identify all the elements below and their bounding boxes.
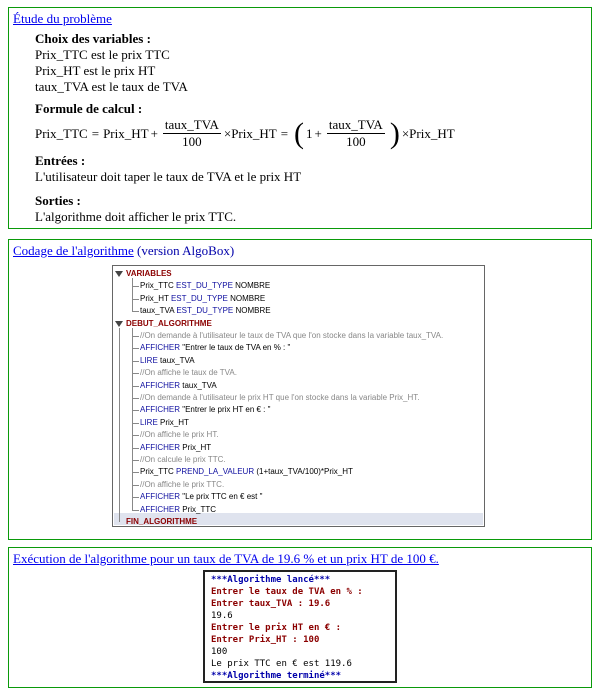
tree-row[interactable] (140, 442, 211, 454)
tree-row[interactable] (140, 504, 216, 516)
formula-plus2: + (314, 125, 322, 141)
tree-row[interactable] (140, 417, 189, 429)
sorties-heading: Sorties : (35, 193, 81, 208)
tree-token: NOMBRE (227, 293, 266, 303)
tree-token: (1+taux_TVA/100)*Prix_HT (254, 467, 353, 477)
tree-guide (132, 328, 133, 510)
tree-token: NOMBRE (233, 306, 271, 316)
tree-row[interactable] (140, 293, 265, 305)
tree-branch (132, 386, 139, 387)
console-line: Entrer le prix HT en € : (211, 623, 342, 633)
tree-branch (132, 472, 139, 473)
expand-arrow-icon[interactable] (115, 321, 123, 327)
tree-branch (132, 398, 139, 399)
tree-branch (132, 348, 139, 349)
tree-token: //On calcule le prix TTC. (140, 455, 226, 464)
tree-row[interactable] (140, 280, 270, 292)
tree-row[interactable] (140, 454, 226, 466)
codage-link[interactable]: Codage de l'algorithme (13, 243, 134, 258)
tree-row[interactable] (140, 367, 237, 379)
tree-token: Prix_HT (140, 293, 171, 303)
formula-times: × (223, 125, 232, 141)
tree-token: Prix_TTC (140, 281, 176, 291)
console-output (203, 570, 397, 683)
tree-branch (132, 299, 139, 300)
formula-open-paren: ( (294, 116, 305, 150)
tree-token: "Entrer le prix HT en € : " (180, 405, 271, 415)
sorties-section (35, 193, 236, 225)
execution-panel (8, 547, 592, 688)
formula-t3: Prix_HT (409, 125, 455, 141)
tree-token: taux_TVA (180, 380, 217, 390)
tree-token: FIN_ALGORITHME (126, 517, 198, 526)
entrees-section (35, 153, 301, 185)
tree-guide (132, 278, 133, 311)
fraction-denominator-2: 100 (346, 134, 366, 149)
tree-token: AFFICHER (140, 492, 180, 502)
tree-branch (132, 373, 139, 374)
execution-title[interactable] (13, 551, 439, 567)
formula-one: 1 (306, 125, 313, 141)
tree-branch (132, 448, 139, 449)
sorties-text: L'algorithme doit afficher le prix TTC. (35, 209, 237, 224)
execution-link[interactable]: Exécution de l'algorithme pour un taux de TVA de 19.6 % et un prix HT de 100 €. (13, 551, 439, 566)
console-line: Entrer taux_TVA : 19.6 (211, 599, 331, 609)
fraction-numerator: taux_TVA (164, 117, 219, 132)
etude-title[interactable] (13, 11, 112, 27)
formula (35, 117, 455, 150)
tree-branch (132, 485, 139, 486)
algorithm-tree[interactable] (112, 265, 485, 527)
tree-row[interactable] (140, 404, 270, 416)
tree-row[interactable] (140, 479, 224, 491)
formula-close-paren: ) (389, 116, 400, 150)
codage-title (13, 243, 234, 259)
tree-token: EST_DU_TYPE (176, 281, 233, 291)
tree-row[interactable] (140, 342, 290, 354)
console-line: ***Algorithme terminé*** (211, 671, 342, 681)
tree-row[interactable] (126, 318, 212, 330)
tree-branch (132, 497, 139, 498)
fraction-numerator-2: taux_TVA (328, 117, 383, 132)
codage-version: (version AlgoBox) (133, 243, 235, 258)
tree-row[interactable] (140, 330, 443, 342)
tree-token: NOMBRE (232, 281, 271, 291)
codage-panel (8, 239, 592, 540)
formula-fraction (163, 117, 221, 150)
console-line: Entrer le taux de TVA en % : (211, 587, 363, 597)
formula-times2: × (401, 125, 410, 141)
formule-heading-wrap (35, 101, 142, 117)
formula-lhs: Prix_TTC (35, 125, 88, 141)
formula-t1: Prix_HT (103, 125, 149, 141)
formula-t2: Prix_HT (231, 125, 277, 141)
tree-row[interactable] (140, 380, 217, 392)
tree-token: Prix_HT (180, 442, 212, 452)
tree-token: "Le prix TTC en € est " (180, 492, 263, 502)
tree-token: EST_DU_TYPE (176, 306, 234, 316)
formule-heading: Formule de calcul : (35, 101, 143, 116)
tree-branch (132, 286, 139, 287)
tree-token: EST_DU_TYPE (170, 293, 228, 303)
console-line: 100 (211, 647, 228, 657)
console-line: Le prix TTC en € est 119.6 (211, 659, 352, 669)
tree-branch (132, 336, 139, 337)
tree-token: AFFICHER (140, 343, 180, 353)
tree-token: PREND_LA_VALEUR (176, 467, 255, 477)
etude-panel (8, 7, 592, 229)
tree-row[interactable] (140, 491, 262, 503)
formula-fraction-2 (327, 117, 385, 150)
formula-plus: + (150, 125, 158, 141)
tree-token: //On demande à l'utilisateur le prix HT que l'on stocke dans la variable Prix_HT. (140, 393, 420, 402)
tree-token: Prix_HT (157, 417, 189, 427)
entrees-text: L'utilisateur doit taper le taux de TVA et le prix HT (35, 169, 302, 184)
tree-token: LIRE (140, 355, 158, 365)
tree-token: Prix_TTC (180, 504, 216, 514)
tree-branch (132, 435, 139, 436)
choix-line: Prix_TTC est le prix TTC (35, 47, 170, 62)
tree-token: AFFICHER (140, 442, 180, 452)
etude-link[interactable]: Étude du problème (13, 11, 112, 26)
entrees-heading: Entrées : (35, 153, 86, 168)
tree-branch (132, 460, 139, 461)
tree-branch (132, 311, 139, 312)
tree-branch (132, 410, 139, 411)
tree-token: DEBUT_ALGORITHME (126, 318, 212, 328)
tree-token: //On affiche le taux de TVA. (140, 368, 237, 378)
tree-token: //On affiche le prix HT. (140, 430, 219, 440)
tree-token: LIRE (140, 417, 158, 427)
choix-section (35, 31, 188, 95)
tree-branch (132, 361, 139, 362)
tree-token: //On demande à l'utilisateur le taux de TVA que l'on stocke dans la variable taux_TVA. (140, 331, 444, 340)
tree-token: taux_TVA (157, 355, 195, 365)
tree-token: VARIABLES (126, 269, 172, 278)
formula-eq: = (91, 125, 100, 141)
expand-arrow-icon[interactable] (115, 271, 123, 277)
choix-heading: Choix des variables : (35, 31, 151, 46)
tree-token: //On affiche le prix TTC. (140, 479, 225, 489)
console-line: Entrer Prix_HT : 100 (211, 635, 320, 645)
tree-row[interactable] (140, 466, 353, 478)
tree-row[interactable] (140, 355, 195, 367)
formula-eq2: = (280, 125, 289, 141)
tree-token: Prix_TTC (140, 467, 176, 477)
tree-token: AFFICHER (140, 504, 180, 514)
fraction-denominator: 100 (182, 134, 202, 149)
console-line: 19.6 (211, 611, 233, 621)
tree-token: AFFICHER (140, 380, 180, 390)
tree-branch (132, 423, 139, 424)
tree-token: taux_TVA (140, 306, 177, 316)
tree-row[interactable] (140, 305, 271, 317)
tree-row[interactable] (126, 516, 197, 527)
tree-token: AFFICHER (140, 405, 180, 415)
tree-branch (132, 510, 139, 511)
tree-row[interactable] (140, 392, 420, 404)
tree-row[interactable] (140, 429, 219, 441)
choix-line: Prix_HT est le prix HT (35, 63, 156, 78)
choix-line: taux_TVA est le taux de TVA (35, 79, 188, 94)
tree-token: "Entrer le taux de TVA en % : " (180, 343, 291, 353)
console-line: ***Algorithme lancé*** (211, 575, 331, 585)
tree-guide (119, 328, 120, 522)
